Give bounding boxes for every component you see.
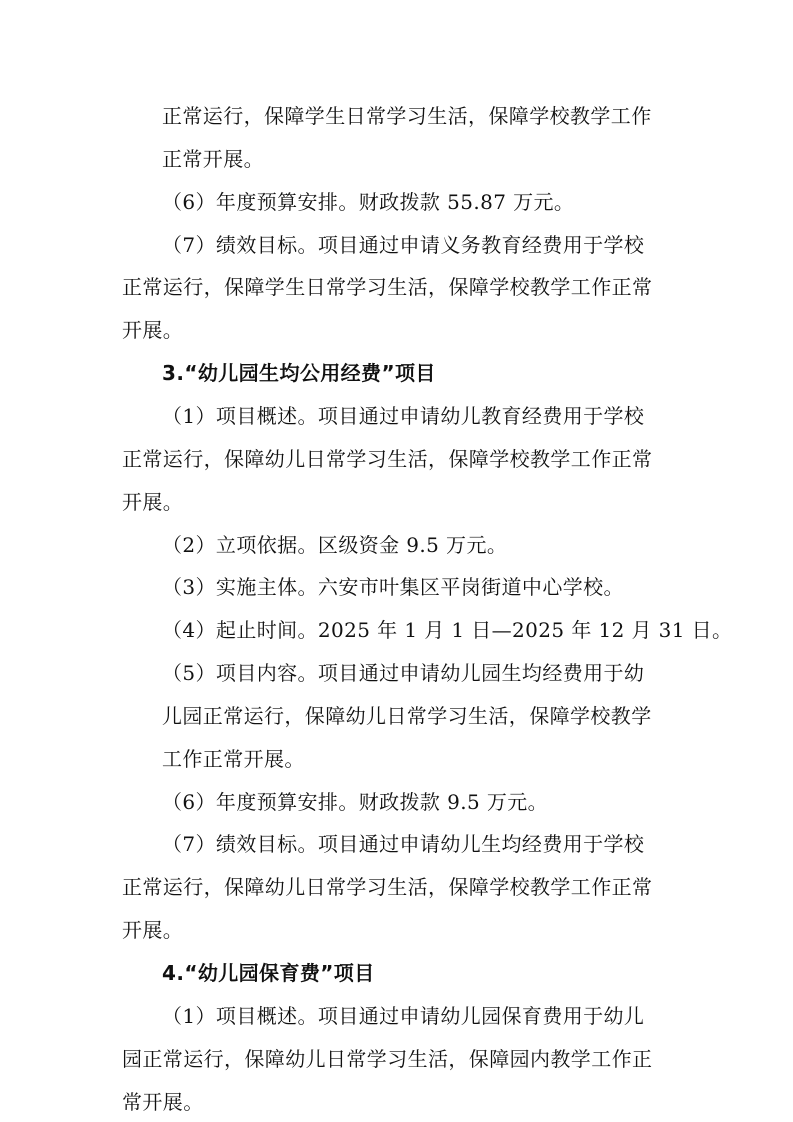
body-text-line: （6）年度预算安排。财政拨款 9.5 万元。	[162, 790, 549, 814]
body-text-line: （4）起止时间。2025 年 1 月 1 日—2025 年 12 月 31 日。	[162, 618, 733, 642]
body-text-line: 正常运行，保障学生日常学习生活，保障学校教学工作	[162, 104, 652, 128]
body-text-line: 正常开展。	[162, 147, 264, 171]
body-text-line: 园正常运行，保障幼儿日常学习生活，保障园内教学工作正	[122, 1047, 653, 1071]
body-text-line: 开展。	[122, 918, 184, 942]
body-text-line: 常开展。	[122, 1090, 204, 1114]
body-text-line: 儿园正常运行，保障幼儿日常学习生活，保障学校教学	[162, 704, 652, 728]
body-text-line: 正常运行，保障学生日常学习生活，保障学校教学工作正常	[122, 275, 653, 299]
body-text-line: （1）项目概述。项目通过申请幼儿教育经费用于学校	[162, 404, 645, 428]
body-text-line: （7）绩效目标。项目通过申请义务教育经费用于学校	[162, 233, 645, 257]
section-heading-3: 3.“幼儿园生均公用经费”项目	[162, 361, 436, 385]
section-heading-4: 4.“幼儿园保育费”项目	[162, 961, 375, 985]
body-text-line: （3）实施主体。六安市叶集区平岗街道中心学校。	[162, 575, 624, 599]
body-text-line: （5）项目内容。项目通过申请幼儿园生均经费用于幼	[162, 661, 645, 685]
body-text-line: 正常运行，保障幼儿日常学习生活，保障学校教学工作正常	[122, 447, 653, 471]
body-text-line: （6）年度预算安排。财政拨款 55.87 万元。	[162, 190, 575, 214]
body-text-line: （2）立项依据。区级资金 9.5 万元。	[162, 533, 508, 557]
body-text-line: 开展。	[122, 490, 184, 514]
body-text-line: （7）绩效目标。项目通过申请幼儿生均经费用于学校	[162, 832, 645, 856]
body-text-line: 工作正常开展。	[162, 747, 305, 771]
body-text-line: 开展。	[122, 318, 184, 342]
body-text-line: 正常运行，保障幼儿日常学习生活，保障学校教学工作正常	[122, 875, 653, 899]
body-text-line: （1）项目概述。项目通过申请幼儿园保育费用于幼儿	[162, 1004, 645, 1028]
